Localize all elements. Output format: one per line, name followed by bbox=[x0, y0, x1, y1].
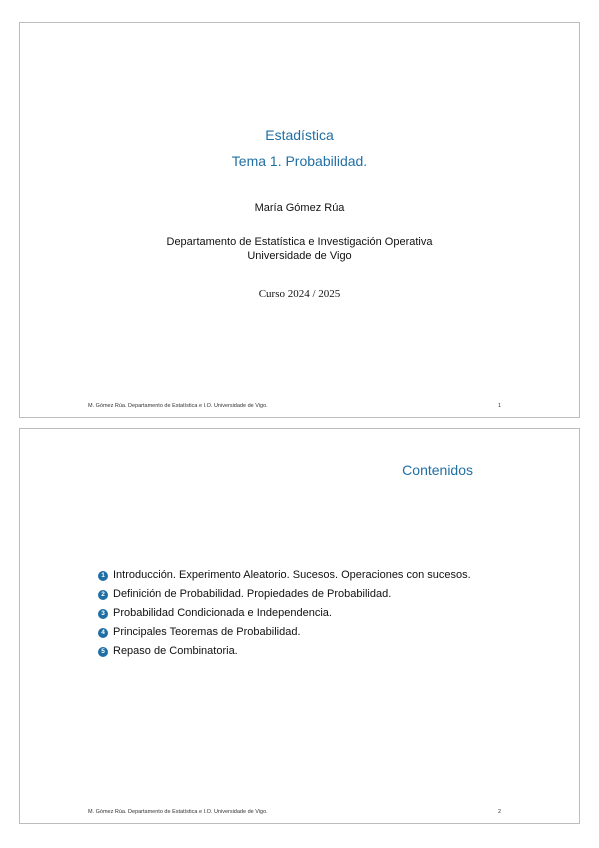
list-item-text: Probabilidad Condicionada e Independencia. bbox=[113, 607, 332, 619]
list-item bbox=[98, 588, 478, 601]
footer-text: M. Gómez Rúa. Departamento de Estatística e I.O. Universidade de Vigo. bbox=[88, 809, 268, 815]
slide-footer bbox=[88, 809, 501, 815]
presentation-subtitle: Tema 1. Probabilidad. bbox=[231, 153, 368, 169]
list-item-text: Repaso de Combinatoria. bbox=[113, 645, 238, 657]
affiliation bbox=[20, 235, 579, 263]
numbered-bullet-icon: 3 bbox=[98, 609, 108, 619]
list-item bbox=[98, 645, 478, 658]
slide-footer bbox=[88, 403, 501, 409]
list-item-text: Principales Teoremas de Probabilidad. bbox=[113, 626, 301, 638]
course-year: Curso 2024 / 2025 bbox=[258, 288, 341, 300]
numbered-bullet-icon: 1 bbox=[98, 571, 108, 581]
list-item bbox=[98, 626, 478, 639]
numbered-bullet-icon: 5 bbox=[98, 647, 108, 657]
list-item bbox=[98, 569, 478, 582]
university-name: Universidade de Vigo bbox=[247, 250, 352, 262]
footer-text: M. Gómez Rúa. Departamento de Estatística e I.O. Universidade de Vigo. bbox=[88, 403, 268, 409]
contents-list bbox=[98, 569, 478, 664]
slide-contents bbox=[19, 428, 580, 824]
slide-title-page bbox=[19, 22, 580, 418]
presentation-title: Estadística bbox=[265, 127, 334, 143]
page-number: 2 bbox=[497, 809, 501, 815]
numbered-bullet-icon: 4 bbox=[98, 628, 108, 638]
department-name: Departamento de Estatística e Investigación Operativa bbox=[166, 236, 433, 248]
contents-heading: Contenidos bbox=[402, 462, 473, 478]
author-name: María Gómez Rúa bbox=[254, 202, 345, 214]
list-item bbox=[98, 607, 478, 620]
page-number: 1 bbox=[497, 403, 501, 409]
list-item-text: Introducción. Experimento Aleatorio. Sucesos. Operaciones con sucesos. bbox=[113, 569, 471, 581]
numbered-bullet-icon: 2 bbox=[98, 590, 108, 600]
list-item-text: Definición de Probabilidad. Propiedades de Probabilidad. bbox=[113, 588, 392, 600]
